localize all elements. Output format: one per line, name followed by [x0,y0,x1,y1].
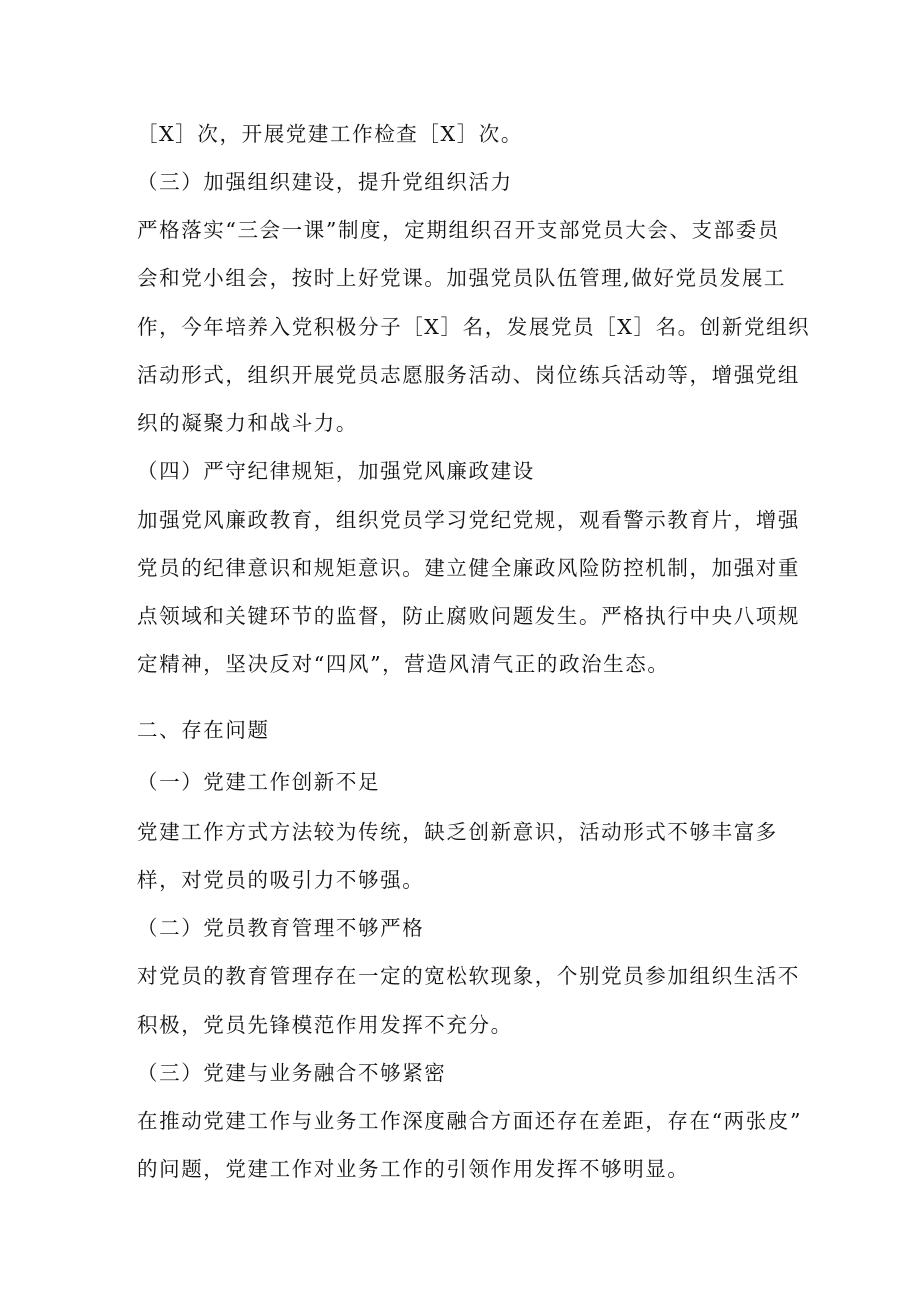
paragraph-line: 样，对党员的吸引力不够强。 [137,868,425,892]
paragraph-line: 党员的纪律意识和规矩意识。建立健全廉政风险防控机制，加强对重 [137,556,800,580]
paragraph-line: 织的凝聚力和战斗力。 [137,411,358,435]
section-heading: （二）党员教育管理不够严格 [137,916,425,940]
paragraph-line: 点领域和关键环节的监督，防止腐败问题发生。严格执行中央八项规 [137,604,800,628]
chapter-heading: 二、存在问题 [137,718,270,742]
paragraph-line: 定精神，坚决反对“四风”，营造风清气正的政治生态。 [137,652,670,676]
section-heading: （三）加强组织建设，提升党组织活力 [137,170,513,194]
paragraph-line: 的问题，党建工作对业务工作的引领作用发挥不够明显。 [137,1157,690,1181]
paragraph-line: 加强党风廉政教育，组织党员学习党纪党规，观看警示教育片，增强 [137,508,800,532]
paragraph-line: ［X］次，开展党建工作检查［X］次。 [137,122,523,146]
section-heading: （一）党建工作创新不足 [137,770,381,794]
section-heading: （三）党建与业务融合不够紧密 [137,1061,447,1085]
section-heading: （四）严守纪律规矩，加强党风廉政建设 [137,459,535,483]
paragraph-line: 对党员的教育管理存在一定的宽松软现象，个别党员参加组织生活不 [137,964,800,988]
paragraph-line: 在推动党建工作与业务工作深度融合方面还存在差距，存在“两张皮” [137,1109,803,1133]
paragraph-line: 积极，党员先锋模范作用发挥不充分。 [137,1013,513,1037]
paragraph-line: 严格落实“三会一课”制度，定期组织召开支部党员大会、支部委员 [137,218,780,242]
paragraph-line: 活动形式，组织开展党员志愿服务活动、岗位练兵活动等，增强党组 [137,363,800,387]
paragraph-line: 作，今年培养入党积极分子［X］名，发展党员［X］名。创新党组织 [137,315,811,339]
paragraph-line: 会和党小组会，按时上好党课。加强党员队伍管理,做好党员发展工 [137,266,787,290]
paragraph-line: 党建工作方式方法较为传统，缺乏创新意识，活动形式不够丰富多 [137,820,778,844]
